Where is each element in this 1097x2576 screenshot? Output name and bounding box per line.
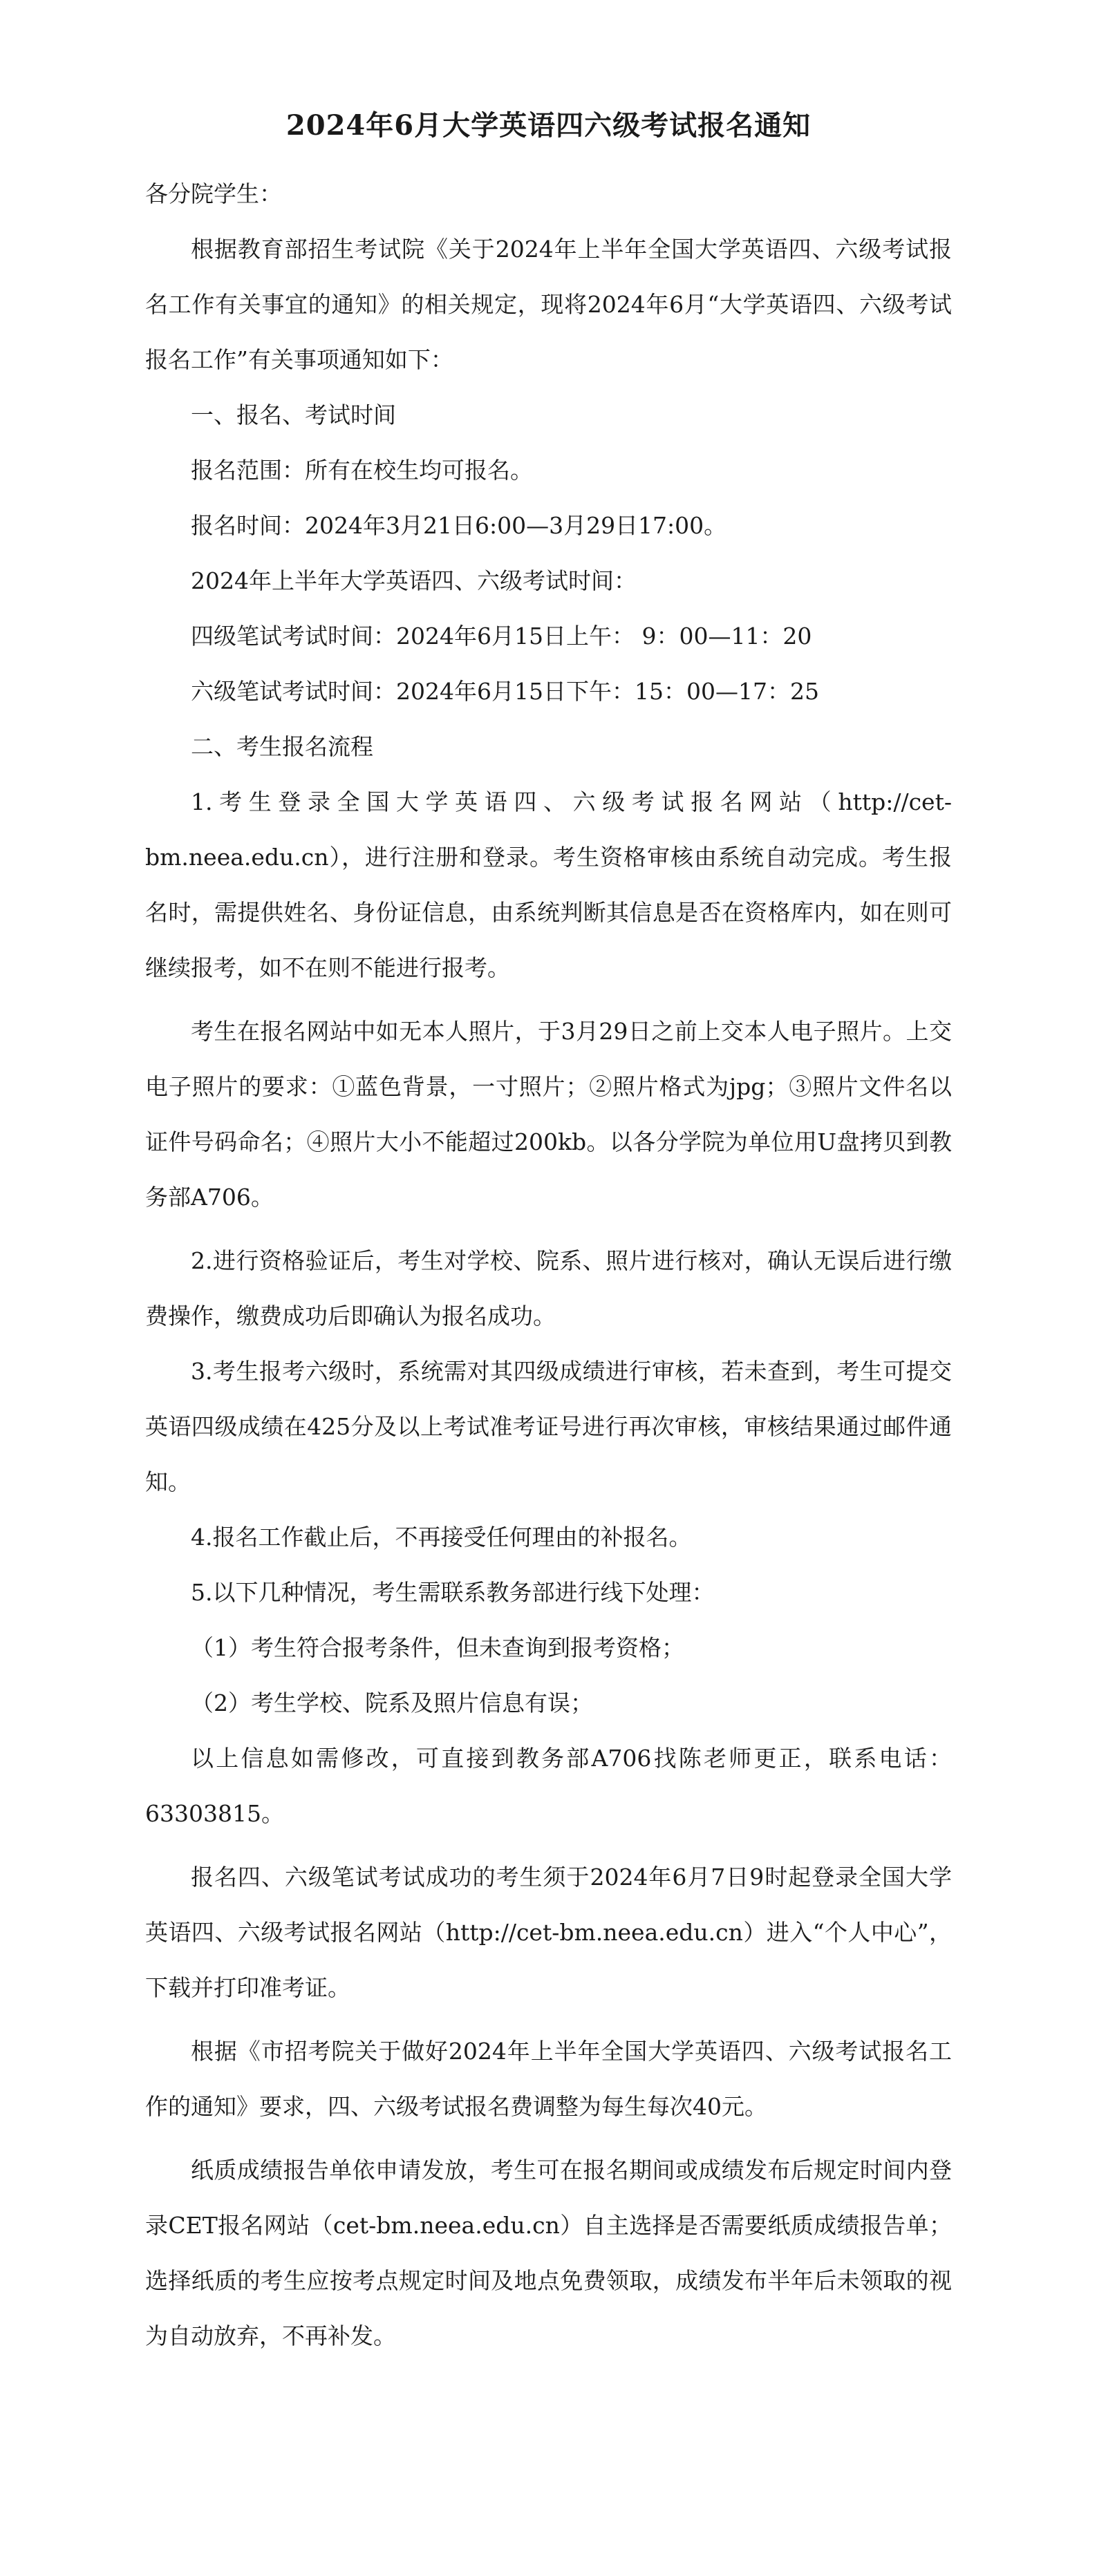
paragraph-fee: 根据《市招考院关于做好2024年上半年全国大学英语四、六级考试报名工作的通知》要求，四、六级考试报名费调整为每生每次40元。	[145, 2038, 952, 2120]
paragraph-step-5: 5.以下几种情况，考生需联系教务部进行线下处理：	[191, 1579, 715, 1606]
paragraph-photo-requirements: 考生在报名网站中如无本人照片，于3月29日之前上交本人电子照片。上交电子照片的要求：①蓝色背景，一寸照片；②照片格式为jpg；③照片文件名以证件号码命名；④照片大小不能超过200kb。以各分学院为单位用U盘拷贝到教务部A706。	[145, 1018, 952, 1211]
salutation: 各分院学生：	[145, 180, 282, 207]
paragraph-cet6-time: 六级笔试考试时间：2024年6月15日下午：15：00—17：25	[191, 678, 819, 705]
paragraph-exam-time-heading: 2024年上半年大学英语四、六级考试时间：	[191, 567, 637, 594]
paragraph-step-2: 2.进行资格验证后，考生对学校、院系、照片进行核对，确认无误后进行缴费操作，缴费成功后即确认为报名成功。	[145, 1247, 952, 1329]
paragraph-contact: 以上信息如需修改，可直接到教务部A706找陈老师更正，联系电话：63303815。	[145, 1745, 952, 1827]
paragraph-registration-period: 报名时间：2024年3月21日6:00—3月29日17:00。	[191, 512, 727, 539]
list-item-case-2: （2）考生学校、院系及照片信息有误；	[191, 1689, 593, 1716]
section-heading-registration-time: 一、报名、考试时间	[191, 401, 396, 428]
paragraph-step-4: 4.报名工作截止后，不再接受任何理由的补报名。	[191, 1524, 692, 1551]
paragraph-admission-ticket: 报名四、六级笔试考试成功的考生须于2024年6月7日9时起登录全国大学英语四、六级考试报名网站（http://cet-bm.neea.edu.cn）进入“个人中心”，下载并打印准考证。	[145, 1864, 952, 2001]
paragraph-score-report: 纸质成绩报告单依申请发放，考生可在报名期间或成绩发布后规定时间内登录CET报名网站（cet-bm.neea.edu.cn）自主选择是否需要纸质成绩报告单；选择纸质的考生应按考点规定时间及地点免费领取，成绩发布半年后未领取的视为自动放弃，不再补发。	[145, 2157, 952, 2349]
paragraph-cet4-time: 四级笔试考试时间：2024年6月15日上午： 9：00—11：20	[191, 623, 812, 650]
section-heading-registration-process: 二、考生报名流程	[191, 733, 373, 760]
paragraph-step-1: 1.考生登录全国大学英语四、六级考试报名网站（http://cet-bm.neea.edu.cn），进行注册和登录。考生资格审核由系统自动完成。考生报名时，需提供姓名、身份证信息，由系统判断其信息是否在资格库内，如在则可继续报考，如不在则不能进行报考。	[145, 788, 952, 981]
list-item-case-1: （1）考生符合报考条件，但未查询到报考资格；	[191, 1634, 684, 1661]
paragraph-step-3: 3.考生报考六级时，系统需对其四级成绩进行审核，若未查到，考生可提交英语四级成绩在425分及以上考试准考证号进行再次审核，审核结果通过邮件通知。	[145, 1358, 952, 1495]
paragraph-registration-scope: 报名范围：所有在校生均可报名。	[191, 457, 533, 484]
paragraph-intro: 根据教育部招生考试院《关于2024年上半年全国大学英语四、六级考试报名工作有关事宜的通知》的相关规定，现将2024年6月“大学英语四、六级考试报名工作”有关事项通知如下：	[145, 236, 952, 373]
document-title: 2024年6月大学英语四六级考试报名通知	[285, 109, 812, 142]
